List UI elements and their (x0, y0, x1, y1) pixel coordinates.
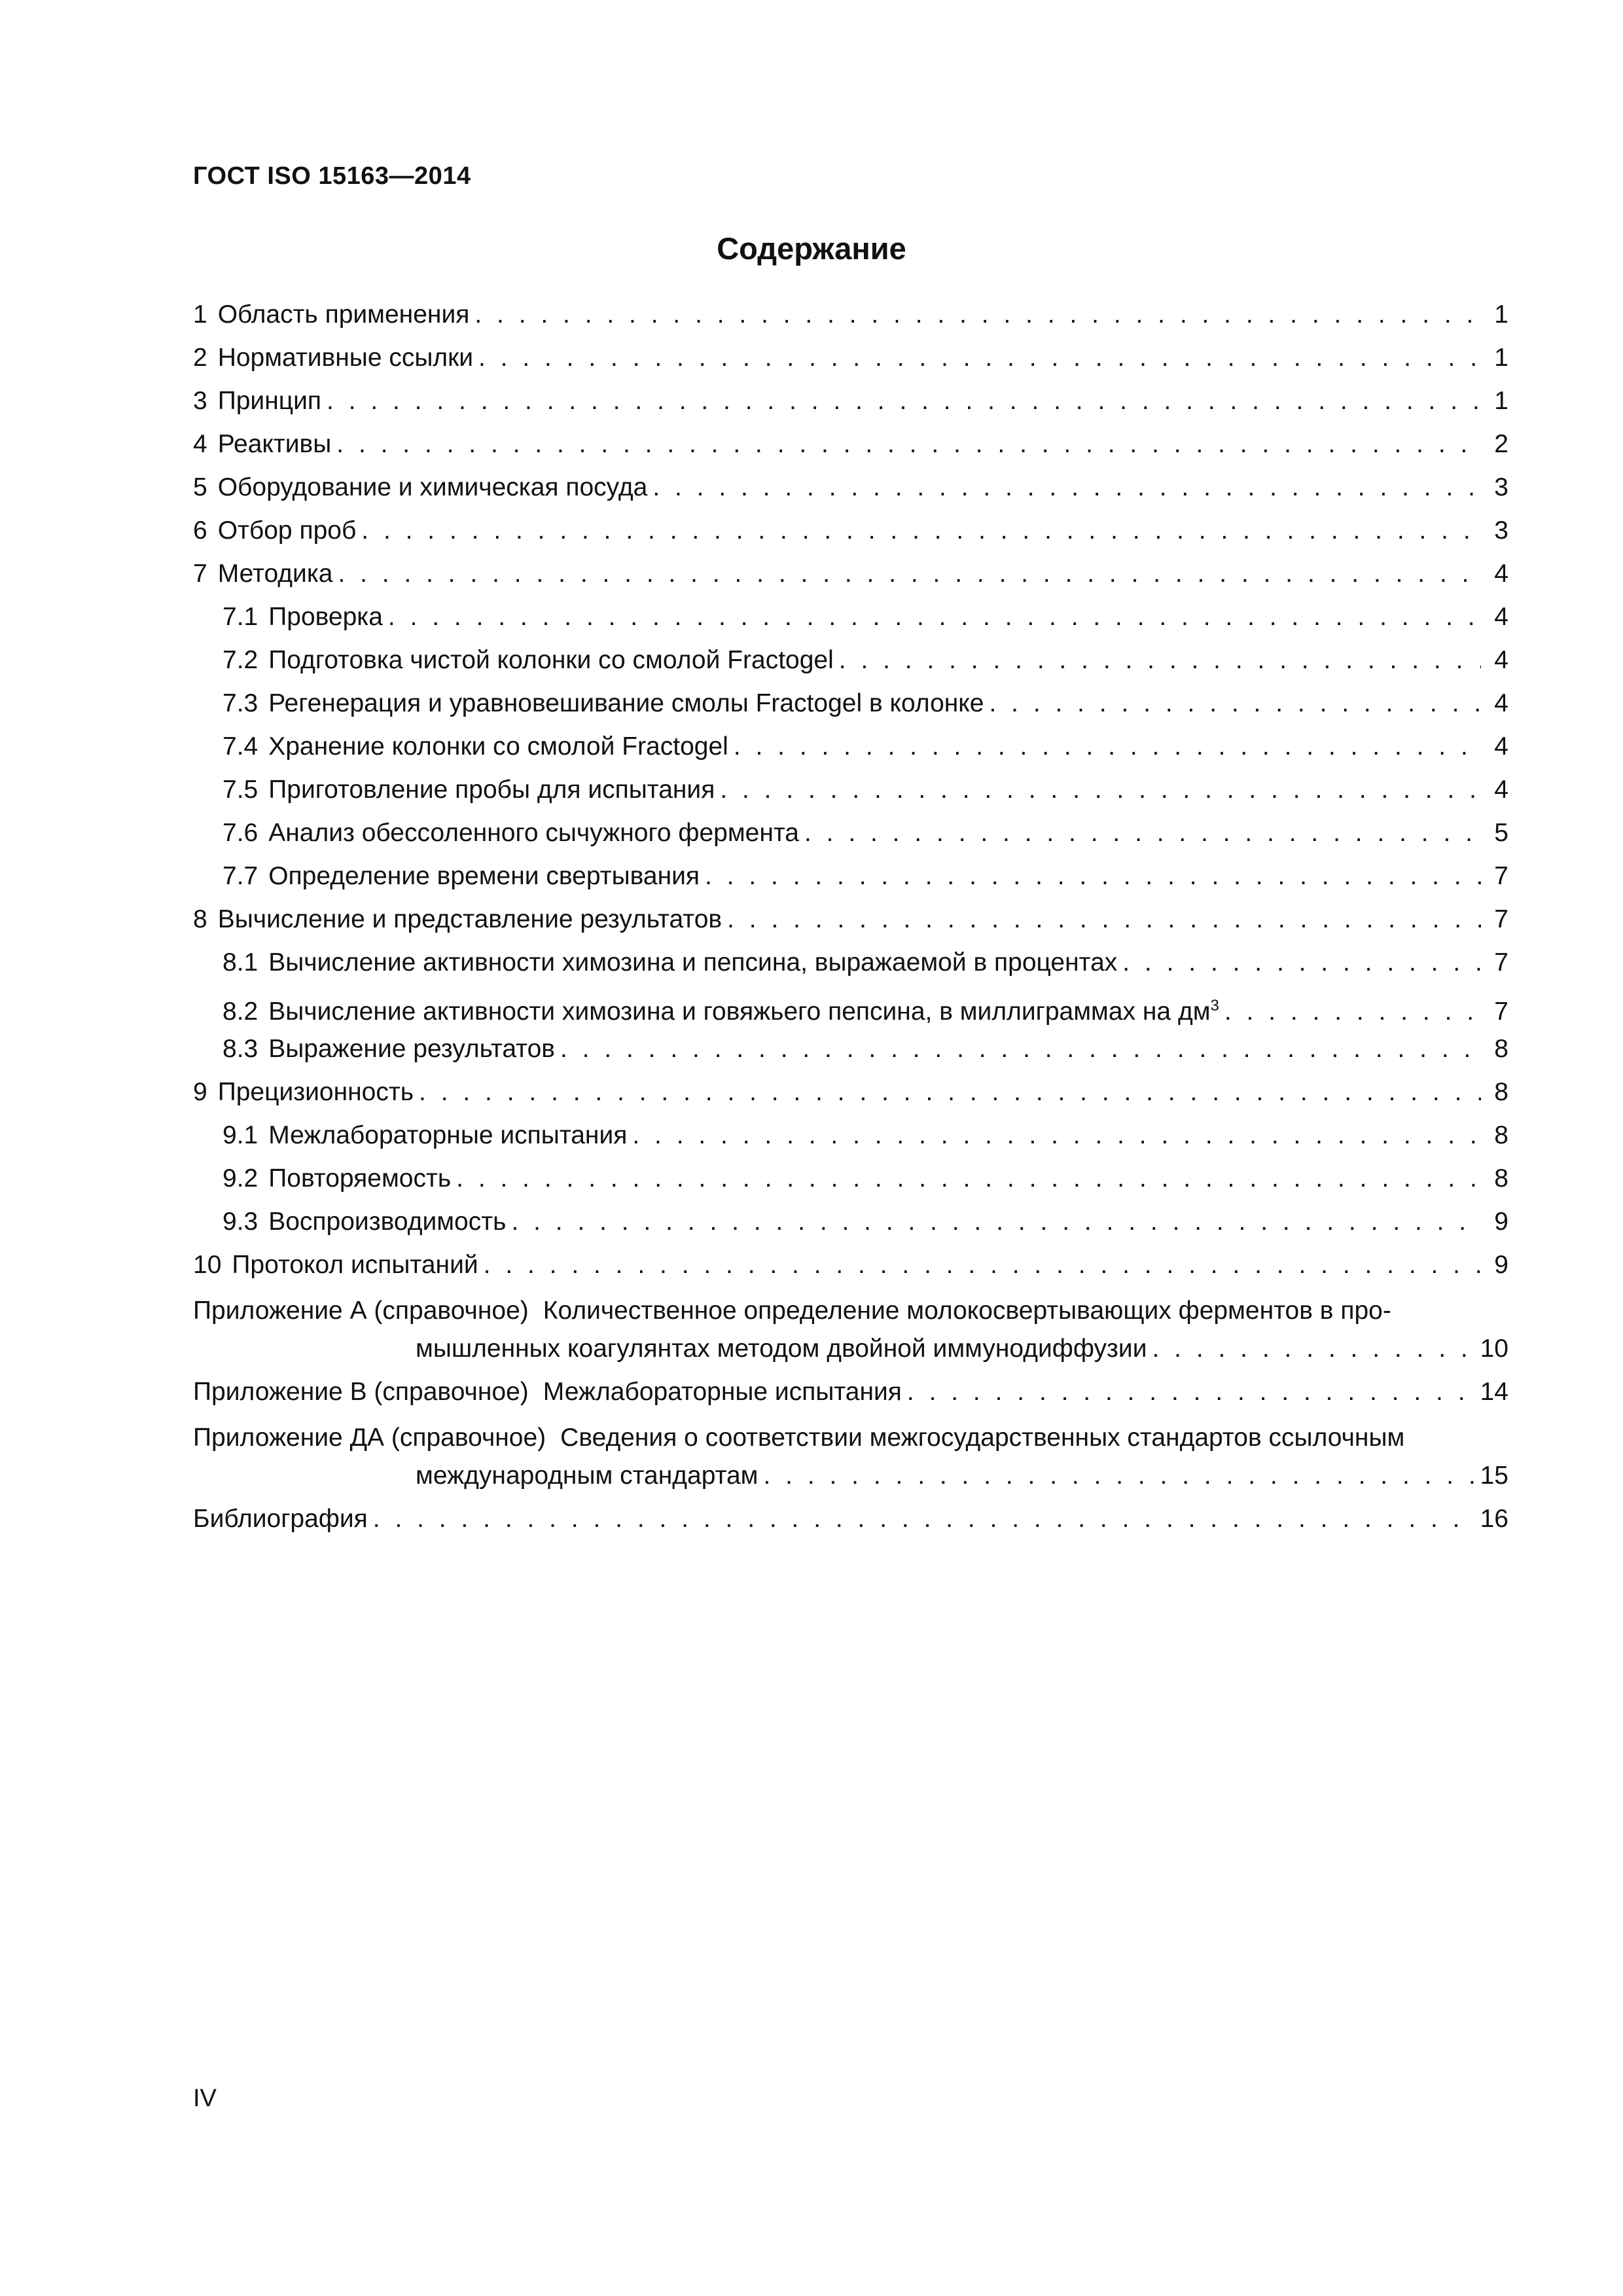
toc-subentry[interactable]: 7.3 Регенерация и уравновешивание смолы Fractogel в колонке . . . 4 (193, 687, 1508, 730)
toc-subentry[interactable]: 7.1 Проверка . . . 4 (193, 601, 1508, 644)
toc-subentry[interactable]: 8.2 Вычисление активности химозина и говяжьего пепсина, в миллиграммах на $дм^3$ . . . 7 (193, 990, 1508, 1033)
toc-entry[interactable]: 5 Оборудование и химическая посуда . . . 3 (193, 471, 1508, 514)
toc-subentry[interactable]: 9.1 Межлабораторные испытания . . . 8 (193, 1119, 1508, 1162)
toc-annex-b[interactable]: Приложение В (справочное) Межлабораторные испытания . . . 14 (193, 1376, 1508, 1419)
toc-entry[interactable]: 8 Вычисление и представление результатов . . . 7 (193, 903, 1508, 946)
toc-entry[interactable]: 4 Реактивы . . . 2 (193, 428, 1508, 471)
toc-entry[interactable]: 6 Отбор проб . . . 3 (193, 514, 1508, 558)
toc-entry[interactable]: 1 Область применения . . . 1 (193, 298, 1508, 342)
page-number: IV (193, 2085, 217, 2112)
toc-bibliography[interactable]: Библиография . . . 16 (193, 1503, 1508, 1546)
toc-subentry[interactable]: 9.3 Воспроизводимость . . . 9 (193, 1206, 1508, 1249)
toc-subentry[interactable]: 9.2 Повторяемость . . . 8 (193, 1162, 1508, 1206)
toc-subentry[interactable]: 7.4 Хранение колонки со смолой Fractogel . . . 4 (193, 730, 1508, 774)
toc-entry[interactable]: 7 Методика . . . 4 (193, 558, 1508, 601)
toc-entry[interactable]: 9 Прецизионность . . . 8 (193, 1076, 1508, 1119)
document-header: ГОСТ ISO 15163—2014 (193, 162, 471, 190)
toc-subentry[interactable]: 7.7 Определение времени свертывания . . . 7 (193, 860, 1508, 903)
toc-subentry[interactable]: 7.6 Анализ обессоленного сычужного фермента . . . 5 (193, 817, 1508, 860)
toc-entry[interactable]: 10 Протокол испытаний . . . 9 (193, 1249, 1508, 1292)
toc-annex-a[interactable]: Приложение А (справочное) Количественное определение молокосвертывающих ферментов в про- мышленных коагулянтах методом двойной иммунодиффузии . . . 10 (193, 1292, 1508, 1376)
table-of-contents (193, 298, 1508, 1546)
toc-subentry[interactable]: 7.5 Приготовление пробы для испытания . . . 4 (193, 774, 1508, 817)
toc-entry[interactable]: 3 Принцип . . . 1 (193, 385, 1508, 428)
toc-subentry[interactable]: 7.2 Подготовка чистой колонки со смолой Fractogel . . . 4 (193, 644, 1508, 687)
page-title: Содержание (717, 231, 906, 266)
toc-subentry[interactable]: 8.1 Вычисление активности химозина и пепсина, выражаемой в процентах . . . 7 (193, 946, 1508, 990)
toc-annex-da[interactable]: Приложение ДА (справочное) Сведения о соответствии межгосударственных стандартов ссылочным международным стандартам . . . 15 (193, 1419, 1508, 1503)
toc-entry[interactable]: 2 Нормативные ссылки . . . 1 (193, 342, 1508, 385)
superscript-cube: 3 (1210, 997, 1219, 1014)
toc-subentry[interactable]: 8.3 Выражение результатов . . . 8 (193, 1033, 1508, 1076)
